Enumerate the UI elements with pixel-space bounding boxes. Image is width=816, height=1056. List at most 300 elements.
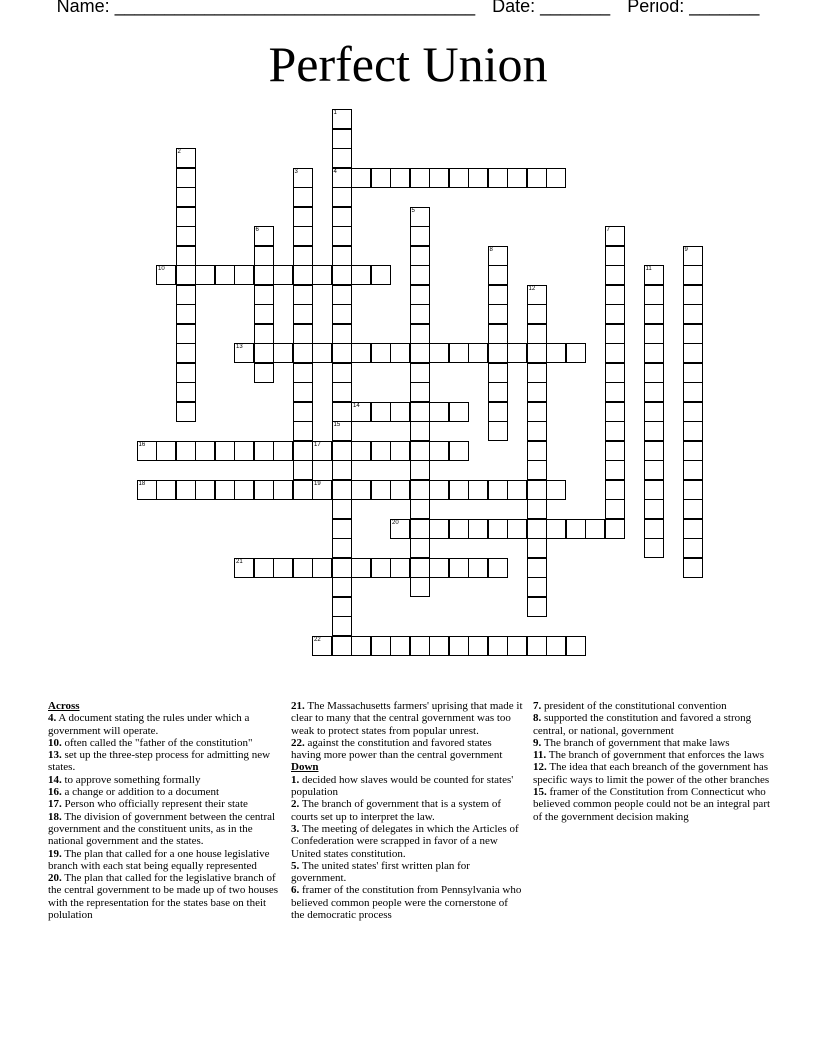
grid-cell[interactable] <box>254 363 274 383</box>
grid-cell[interactable] <box>215 441 235 461</box>
grid-cell[interactable] <box>605 226 625 246</box>
grid-cell[interactable] <box>332 636 352 656</box>
grid-cell[interactable] <box>410 538 430 558</box>
puzzle-title: Perfect Union <box>268 36 548 92</box>
grid-cell[interactable] <box>332 226 352 246</box>
grid-cell[interactable] <box>293 558 313 578</box>
grid-cell[interactable] <box>176 246 196 266</box>
clue-text: set up the three-step process for admitting new states. <box>48 749 271 774</box>
grid-cell[interactable] <box>488 246 508 266</box>
cell-number: 14 <box>353 402 360 409</box>
grid-cell[interactable] <box>507 480 527 500</box>
grid-cell[interactable] <box>176 148 196 168</box>
clue-down-15 <box>533 786 773 823</box>
grid-cell[interactable] <box>293 421 313 441</box>
grid-cell[interactable] <box>507 343 527 363</box>
grid-cell[interactable] <box>527 538 547 558</box>
grid-cell[interactable] <box>234 480 254 500</box>
grid-cell[interactable] <box>527 402 547 422</box>
grid-cell[interactable] <box>312 636 332 656</box>
grid-cell[interactable] <box>195 265 215 285</box>
grid-cell[interactable] <box>429 636 449 656</box>
grid-cell[interactable] <box>371 402 391 422</box>
grid-cell[interactable] <box>156 480 176 500</box>
grid-cell[interactable] <box>351 168 371 188</box>
grid-cell[interactable] <box>488 285 508 305</box>
grid-cell[interactable] <box>332 577 352 597</box>
grid-cell[interactable] <box>566 343 586 363</box>
grid-cell[interactable] <box>293 324 313 344</box>
grid-cell[interactable] <box>449 402 469 422</box>
grid-cell[interactable] <box>410 265 430 285</box>
grid-cell[interactable] <box>312 480 332 500</box>
grid-cell[interactable] <box>390 558 410 578</box>
grid-cell[interactable] <box>410 499 430 519</box>
grid-cell[interactable] <box>644 460 664 480</box>
grid-cell[interactable] <box>488 343 508 363</box>
cell-number: 11 <box>645 266 652 272</box>
grid-cell[interactable] <box>683 402 703 422</box>
grid-cell[interactable] <box>176 168 196 188</box>
grid-cell[interactable] <box>605 285 625 305</box>
grid-cell[interactable] <box>527 577 547 597</box>
grid-cell[interactable] <box>410 480 430 500</box>
grid-cell[interactable] <box>449 480 469 500</box>
grid-cell[interactable] <box>410 343 430 363</box>
grid-cell[interactable] <box>429 343 449 363</box>
grid-cell[interactable] <box>390 441 410 461</box>
grid-cell[interactable] <box>390 636 410 656</box>
grid-cell[interactable] <box>527 285 547 305</box>
grid-cell[interactable] <box>488 402 508 422</box>
clue-number: 1. <box>291 773 300 786</box>
grid-cell[interactable] <box>312 343 332 363</box>
grid-cell[interactable] <box>488 304 508 324</box>
grid-cell[interactable] <box>410 402 430 422</box>
clue-text: The Massachusetts farmers' uprising that made it clear to many that the central government was too weak to protect states from popular unrest. <box>291 700 523 737</box>
grid-cell[interactable] <box>488 324 508 344</box>
cell-number: 12 <box>528 285 536 292</box>
grid-cell[interactable] <box>273 558 293 578</box>
grid-cell[interactable] <box>254 480 274 500</box>
grid-cell[interactable] <box>468 480 488 500</box>
grid-cell[interactable] <box>371 480 391 500</box>
grid-cell[interactable] <box>137 480 157 500</box>
grid-cell[interactable] <box>234 265 254 285</box>
grid-cell[interactable] <box>468 343 488 363</box>
grid-cell[interactable] <box>351 441 371 461</box>
grid-cell[interactable] <box>351 558 371 578</box>
grid-cell[interactable] <box>332 460 352 480</box>
cell-number: 20 <box>392 519 399 526</box>
grid-cell[interactable] <box>566 519 586 539</box>
grid-cell[interactable] <box>215 480 235 500</box>
grid-cell[interactable] <box>156 265 176 285</box>
grid-cell[interactable] <box>527 519 547 539</box>
grid-cell[interactable] <box>605 402 625 422</box>
grid-cell[interactable] <box>488 519 508 539</box>
grid-cell[interactable] <box>410 168 430 188</box>
grid-cell[interactable] <box>449 343 469 363</box>
grid-cell[interactable] <box>683 324 703 344</box>
grid-cell[interactable] <box>351 265 371 285</box>
grid-cell[interactable] <box>468 519 488 539</box>
grid-cell[interactable] <box>605 324 625 344</box>
grid-cell[interactable] <box>332 538 352 558</box>
grid-cell[interactable] <box>605 441 625 461</box>
grid-cell[interactable] <box>683 538 703 558</box>
grid-cell[interactable] <box>527 363 547 383</box>
grid-cell[interactable] <box>293 480 313 500</box>
grid-cell[interactable] <box>332 343 352 363</box>
grid-cell[interactable] <box>273 265 293 285</box>
grid-cell[interactable] <box>176 226 196 246</box>
grid-cell[interactable] <box>410 460 430 480</box>
grid-cell[interactable] <box>234 343 254 363</box>
grid-cell[interactable] <box>429 168 449 188</box>
grid-cell[interactable] <box>527 324 547 344</box>
cell-number: 15 <box>333 422 341 428</box>
grid-cell[interactable] <box>410 304 430 324</box>
grid-cell[interactable] <box>410 363 430 383</box>
grid-cell[interactable] <box>644 538 664 558</box>
grid-cell[interactable] <box>351 402 371 422</box>
grid-cell[interactable] <box>332 382 352 402</box>
grid-cell[interactable] <box>644 480 664 500</box>
grid-cell[interactable] <box>527 168 547 188</box>
name-field[interactable]: Name: ____________________________________ <box>56 0 476 16</box>
grid-cell[interactable] <box>371 636 391 656</box>
grid-cell[interactable] <box>254 304 274 324</box>
grid-cell[interactable] <box>410 636 430 656</box>
grid-cell[interactable] <box>468 636 488 656</box>
grid-cell[interactable] <box>332 148 352 168</box>
grid-cell[interactable] <box>410 577 430 597</box>
grid-cell[interactable] <box>293 226 313 246</box>
cell-number: 18 <box>138 480 146 487</box>
grid-cell[interactable] <box>293 382 313 402</box>
grid-cell[interactable] <box>254 246 274 266</box>
grid-cell[interactable] <box>176 304 196 324</box>
grid-cell[interactable] <box>176 363 196 383</box>
clue-number: 17. <box>48 798 62 811</box>
grid-cell[interactable] <box>332 285 352 305</box>
grid-cell[interactable] <box>137 441 157 461</box>
grid-cell[interactable] <box>410 421 430 441</box>
grid-cell[interactable] <box>488 265 508 285</box>
grid-cell[interactable] <box>293 460 313 480</box>
grid-cell[interactable] <box>644 324 664 344</box>
grid-cell[interactable] <box>254 343 274 363</box>
clue-number: 8. <box>533 712 542 725</box>
clue-across-22 <box>291 737 523 762</box>
grid-cell[interactable] <box>546 343 566 363</box>
grid-cell[interactable] <box>527 304 547 324</box>
grid-cell[interactable] <box>449 441 469 461</box>
grid-cell[interactable] <box>312 441 332 461</box>
clue-number: 6. <box>291 884 300 897</box>
grid-cell[interactable] <box>234 441 254 461</box>
grid-cell[interactable] <box>293 265 313 285</box>
grid-cell[interactable] <box>371 441 391 461</box>
grid-cell[interactable] <box>293 441 313 461</box>
grid-cell[interactable] <box>527 480 547 500</box>
grid-cell[interactable] <box>488 636 508 656</box>
grid-cell[interactable] <box>332 558 352 578</box>
grid-cell[interactable] <box>605 480 625 500</box>
cell-number: 17 <box>314 441 321 448</box>
grid-cell[interactable] <box>468 168 488 188</box>
grid-cell[interactable] <box>566 636 586 656</box>
grid-cell[interactable] <box>254 441 274 461</box>
grid-cell[interactable] <box>429 519 449 539</box>
grid-cell[interactable] <box>683 460 703 480</box>
cell-number: 22 <box>314 636 321 643</box>
grid-cell[interactable] <box>449 519 469 539</box>
grid-cell[interactable] <box>683 499 703 519</box>
grid-cell[interactable] <box>527 460 547 480</box>
grid-cell[interactable] <box>332 246 352 266</box>
grid-cell[interactable] <box>371 558 391 578</box>
grid-cell[interactable] <box>546 636 566 656</box>
grid-cell[interactable] <box>546 168 566 188</box>
grid-cell[interactable] <box>488 382 508 402</box>
grid-cell[interactable] <box>605 499 625 519</box>
grid-cell[interactable] <box>390 168 410 188</box>
grid-cell[interactable] <box>176 324 196 344</box>
grid-cell[interactable] <box>507 519 527 539</box>
grid-cell[interactable] <box>683 480 703 500</box>
grid-cell[interactable] <box>605 460 625 480</box>
grid-cell[interactable] <box>429 402 449 422</box>
grid-cell[interactable] <box>605 304 625 324</box>
clue-text: The branch of government that make laws <box>543 736 730 749</box>
grid-cell[interactable] <box>273 441 293 461</box>
grid-cell[interactable] <box>527 499 547 519</box>
grid-cell[interactable] <box>644 363 664 383</box>
grid-cell[interactable] <box>293 304 313 324</box>
grid-cell[interactable] <box>371 168 391 188</box>
grid-cell[interactable] <box>332 441 352 461</box>
grid-cell[interactable] <box>195 480 215 500</box>
grid-cell[interactable] <box>429 441 449 461</box>
grid-cell[interactable] <box>546 519 566 539</box>
grid-cell[interactable] <box>605 265 625 285</box>
grid-cell[interactable] <box>351 636 371 656</box>
clue-number: 10. <box>48 736 62 749</box>
grid-cell[interactable] <box>410 285 430 305</box>
grid-cell[interactable] <box>371 343 391 363</box>
grid-cell[interactable] <box>449 558 469 578</box>
grid-cell[interactable] <box>293 343 313 363</box>
grid-cell[interactable] <box>683 343 703 363</box>
grid-cell[interactable] <box>254 285 274 305</box>
grid-cell[interactable] <box>683 246 703 266</box>
grid-cell[interactable] <box>332 363 352 383</box>
grid-cell[interactable] <box>644 265 664 285</box>
grid-cell[interactable] <box>332 109 352 129</box>
grid-cell[interactable] <box>176 265 196 285</box>
grid-cell[interactable] <box>410 441 430 461</box>
grid-cell[interactable] <box>605 246 625 266</box>
grid-cell[interactable] <box>585 519 605 539</box>
grid-cell[interactable] <box>644 441 664 461</box>
grid-cell[interactable] <box>507 636 527 656</box>
grid-cell[interactable] <box>156 441 176 461</box>
grid-cell[interactable] <box>644 304 664 324</box>
grid-cell[interactable] <box>605 382 625 402</box>
date-field[interactable]: Date: _______ <box>492 0 611 16</box>
cell-number: 7 <box>606 227 610 233</box>
clue-number: 15. <box>533 786 547 799</box>
grid-cell[interactable] <box>449 636 469 656</box>
grid-cell[interactable] <box>293 402 313 422</box>
grid-cell[interactable] <box>390 402 410 422</box>
grid-cell[interactable] <box>293 207 313 227</box>
grid-cell[interactable] <box>332 168 352 188</box>
grid-cell[interactable] <box>527 382 547 402</box>
grid-cell[interactable] <box>176 187 196 207</box>
clue-number: 3. <box>291 822 300 835</box>
grid-cell[interactable] <box>332 421 352 441</box>
grid-cell[interactable] <box>293 285 313 305</box>
grid-cell[interactable] <box>527 597 547 617</box>
grid-cell[interactable] <box>410 519 430 539</box>
grid-cell[interactable] <box>332 402 352 422</box>
grid-cell[interactable] <box>215 265 235 285</box>
grid-cell[interactable] <box>683 519 703 539</box>
period-field[interactable]: Period: _______ <box>627 0 760 16</box>
grid-cell[interactable] <box>410 246 430 266</box>
grid-cell[interactable] <box>527 421 547 441</box>
grid-cell[interactable] <box>410 558 430 578</box>
grid-cell[interactable] <box>527 636 547 656</box>
grid-cell[interactable] <box>176 382 196 402</box>
grid-cell[interactable] <box>332 499 352 519</box>
grid-cell[interactable] <box>527 441 547 461</box>
grid-cell[interactable] <box>371 265 391 285</box>
grid-cell[interactable] <box>527 558 547 578</box>
grid-cell[interactable] <box>332 597 352 617</box>
grid-cell[interactable] <box>176 207 196 227</box>
grid-cell[interactable] <box>683 304 703 324</box>
grid-cell[interactable] <box>390 343 410 363</box>
grid-cell[interactable] <box>293 168 313 188</box>
grid-cell[interactable] <box>293 363 313 383</box>
grid-cell[interactable] <box>410 382 430 402</box>
clue-text: often called the "father of the constitution" <box>64 736 253 749</box>
grid-cell[interactable] <box>332 519 352 539</box>
grid-cell[interactable] <box>644 402 664 422</box>
grid-cell[interactable] <box>429 480 449 500</box>
grid-cell[interactable] <box>332 480 352 500</box>
grid-cell[interactable] <box>683 382 703 402</box>
grid-cell[interactable] <box>683 285 703 305</box>
grid-cell[interactable] <box>605 363 625 383</box>
grid-cell[interactable] <box>390 519 410 539</box>
grid-cell[interactable] <box>293 187 313 207</box>
grid-cell[interactable] <box>488 168 508 188</box>
grid-cell[interactable] <box>644 421 664 441</box>
grid-cell[interactable] <box>488 421 508 441</box>
grid-cell[interactable] <box>176 480 196 500</box>
grid-cell[interactable] <box>644 499 664 519</box>
grid-cell[interactable] <box>683 363 703 383</box>
grid-cell[interactable] <box>332 129 352 149</box>
clue-number: 20. <box>48 872 62 885</box>
grid-cell[interactable] <box>507 168 527 188</box>
grid-cell[interactable] <box>195 441 215 461</box>
grid-cell[interactable] <box>312 558 332 578</box>
grid-cell[interactable] <box>332 324 352 344</box>
clue-across-4 <box>48 712 280 737</box>
grid-cell[interactable] <box>644 519 664 539</box>
grid-cell[interactable] <box>254 265 274 285</box>
grid-cell[interactable] <box>410 207 430 227</box>
grid-cell[interactable] <box>683 265 703 285</box>
grid-cell[interactable] <box>488 363 508 383</box>
clue-across-17 <box>48 798 280 810</box>
grid-cell[interactable] <box>683 441 703 461</box>
grid-cell[interactable] <box>644 285 664 305</box>
grid-cell[interactable] <box>683 558 703 578</box>
grid-cell[interactable] <box>644 382 664 402</box>
cell-number: 1 <box>333 110 337 116</box>
clue-text: The united states' first written plan for government. <box>291 859 470 885</box>
grid-cell[interactable] <box>644 343 664 363</box>
grid-cell[interactable] <box>332 304 352 324</box>
grid-cell[interactable] <box>605 421 625 441</box>
grid-cell[interactable] <box>605 519 625 539</box>
grid-cell[interactable] <box>546 480 566 500</box>
grid-cell[interactable] <box>176 441 196 461</box>
clue-down-2 <box>291 798 523 823</box>
grid-cell[interactable] <box>273 480 293 500</box>
grid-cell[interactable] <box>176 285 196 305</box>
grid-cell[interactable] <box>410 226 430 246</box>
grid-cell[interactable] <box>429 558 449 578</box>
clues-column-1 <box>48 700 280 921</box>
grid-cell[interactable] <box>234 558 254 578</box>
grid-cell[interactable] <box>332 265 352 285</box>
clue-number: 11. <box>533 749 547 762</box>
grid-cell[interactable] <box>273 343 293 363</box>
grid-cell[interactable] <box>527 343 547 363</box>
grid-cell[interactable] <box>293 246 313 266</box>
grid-cell[interactable] <box>351 343 371 363</box>
grid-cell[interactable] <box>332 616 352 636</box>
grid-cell[interactable] <box>254 558 274 578</box>
grid-cell[interactable] <box>176 402 196 422</box>
grid-cell[interactable] <box>390 480 410 500</box>
grid-cell[interactable] <box>332 207 352 227</box>
grid-cell[interactable] <box>351 480 371 500</box>
grid-cell[interactable] <box>468 558 488 578</box>
grid-cell[interactable] <box>254 324 274 344</box>
grid-cell[interactable] <box>312 265 332 285</box>
grid-cell[interactable] <box>410 324 430 344</box>
grid-cell[interactable] <box>488 558 508 578</box>
clue-number: 9. <box>533 736 542 749</box>
grid-cell[interactable] <box>683 421 703 441</box>
grid-cell[interactable] <box>332 187 352 207</box>
grid-cell[interactable] <box>254 226 274 246</box>
clue-down-6 <box>291 884 523 921</box>
grid-cell[interactable] <box>605 343 625 363</box>
grid-cell[interactable] <box>449 168 469 188</box>
grid-cell[interactable] <box>176 343 196 363</box>
grid-cell[interactable] <box>488 480 508 500</box>
